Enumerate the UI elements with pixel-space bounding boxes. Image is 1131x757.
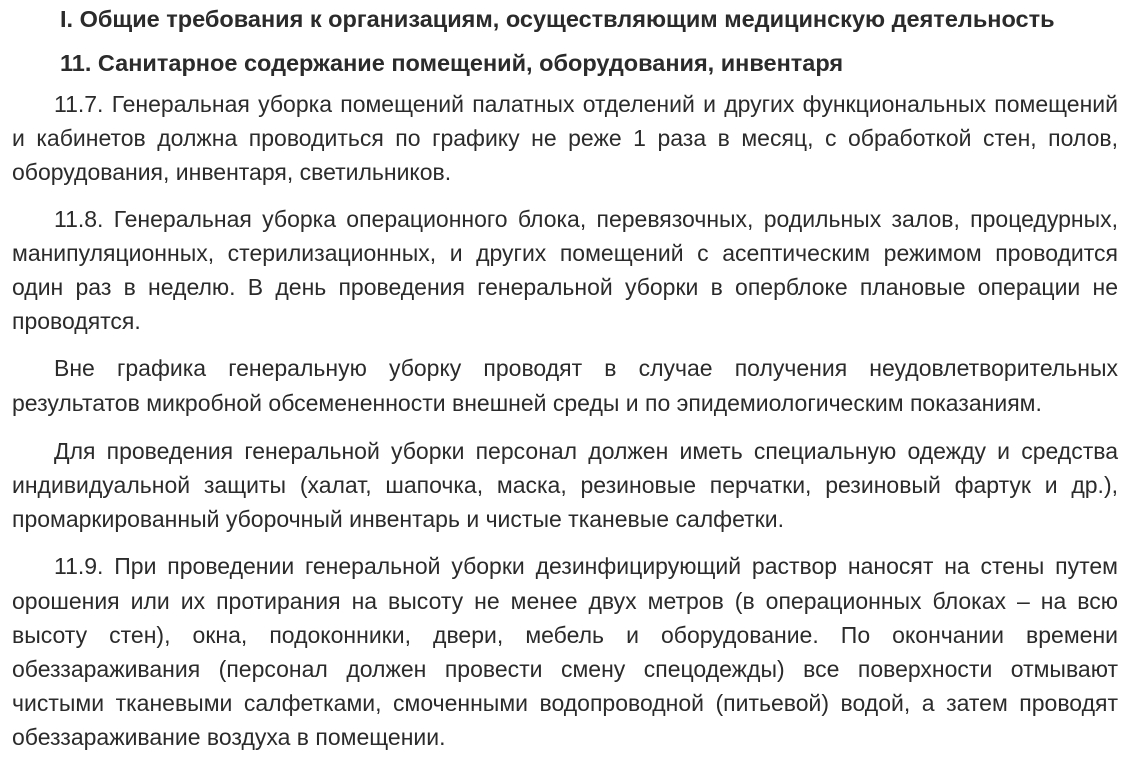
section-title: I. Общие требования к организациям, осуществляющим медицинскую деятельность: [60, 6, 1055, 32]
paragraph-11-9: 11.9. При проведении генеральной уборки дезинфицирующий раствор наносят на стены путем орошения или их протирания на высоту не менее двух метров (в операционных блоках – на всю высоту стен), окна, подоконники, двери, мебель и оборудование. По окончании времени обеззараживания (персонал должен провести смену спецодежды) все поверхности отмывают чистыми тканевыми салфетками, смоченными водопроводной (питьевой) водой, а затем проводят обеззараживание воздуха в помещении.: [12, 553, 1118, 751]
subsection-title: 11. Санитарное содержание помещений, оборудования, инвентаря: [60, 50, 844, 76]
paragraph-11-8: 11.8. Генеральная уборка операционного блока, перевязочных, родильных залов, процедурных, манипуляционных, стерилизационных, и других помещений с асептическим режимом проводится один раз в неделю. В день проведения генеральной уборки в оперблоке плановые операции не проводятся.: [12, 205, 1118, 335]
paragraph-personnel-equipment: Для проведения генеральной уборки персонал должен иметь специальную одежду и средства индивидуальной защиты (халат, шапочка, маска, резиновые перчатки, резиновый фартук и др.), промаркированный уборочный инвентарь и чистые тканевые салфетки.: [12, 437, 1118, 533]
document-page: [12, 0, 1118, 755]
paragraph-11-7: 11.7. Генеральная уборка помещений палатных отделений и других функциональных помещений и кабинетов должна проводиться по графику не реже 1 раза в месяц, с обработкой стен, полов, оборудования, инвентаря, светильников.: [12, 91, 1118, 186]
paragraph-unscheduled-cleaning: Вне графика генеральную уборку проводят в случае получения неудовлетворительных результатов микробной обсемененности внешней среды и по эпидемиологическим показаниям.: [12, 355, 1118, 416]
